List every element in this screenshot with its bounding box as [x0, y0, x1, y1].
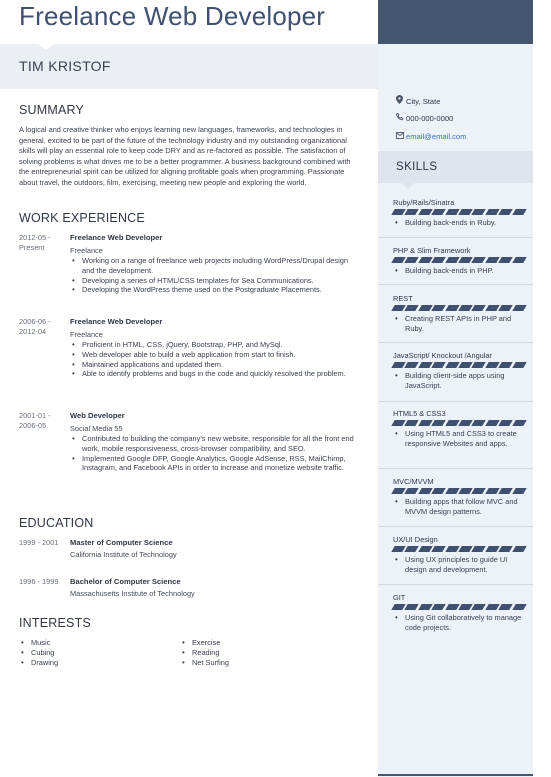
skill-bullet: • Using UX principles to guide UI design and development. — [393, 555, 525, 575]
skill-bullet: • Building client-side apps using JavaScript. — [393, 371, 525, 391]
skill-divider — [378, 342, 533, 343]
resume-title: Freelance Web Developer — [19, 1, 326, 31]
skill-meter-segment — [512, 420, 527, 426]
skill-meter — [393, 604, 525, 610]
email-link[interactable]: email@email.com — [406, 132, 467, 141]
skill-entry — [393, 294, 525, 334]
skill-name: JavaScript/ Knockout /Angular — [393, 351, 493, 360]
job-bullets — [70, 256, 362, 295]
job-title: Freelance Web Developer — [70, 233, 163, 242]
skill-meter — [393, 420, 525, 426]
skill-entry — [393, 246, 525, 276]
skill-bullets — [393, 613, 525, 633]
job-bullets — [70, 340, 362, 379]
interest-item: • Reading — [180, 648, 300, 658]
skill-divider — [378, 401, 533, 402]
skill-meter — [393, 257, 525, 263]
skill-bullets — [393, 429, 525, 449]
skill-meter — [393, 488, 525, 494]
skill-bullet: • Building apps that follow MVC and MVVM design patterns. — [393, 497, 525, 517]
skill-meter-segment — [512, 488, 527, 494]
job-dates: 2012-05 - Present — [19, 233, 51, 252]
job-dates: 2001-01 - 2006-05 — [19, 411, 51, 430]
phone-text: 000-000-0000 — [406, 114, 454, 123]
interest-item: • Exercise — [180, 638, 300, 648]
name-bar-notch — [38, 44, 54, 50]
work-experience-heading: WORK EXPERIENCE — [19, 211, 145, 225]
education-school: California Institute of Technology — [70, 550, 177, 559]
job-bullet: • Maintained applications and updated them. — [70, 360, 362, 370]
skill-bullets — [393, 497, 525, 517]
skill-bullets — [393, 555, 525, 575]
interests-heading: INTERESTS — [19, 616, 91, 630]
job-bullet: • Contributed to building the company's new website, responsible for all the front end work, mobile responsiveness, cross-browser compatibility, and SEO. — [70, 434, 362, 454]
skill-meter — [393, 209, 525, 215]
skill-name: PHP & Slim Framework — [393, 246, 471, 255]
job-bullet: • Proficient in HTML, CSS, jQuery, Bootstrap, PHP, and MySql. — [70, 340, 362, 350]
skill-bullet: • Creating REST APIs in PHP and Ruby. — [393, 314, 525, 334]
education-school: Massachusetts Institute of Technology — [70, 589, 195, 598]
skill-divider — [378, 237, 533, 238]
skill-meter-segment — [431, 209, 446, 215]
interests-list-right — [180, 638, 300, 667]
skill-meter-segment — [499, 257, 514, 263]
skill-meter — [393, 362, 525, 368]
skill-meter-segment — [431, 420, 446, 426]
skill-entry — [393, 351, 525, 391]
skill-meter-segment — [431, 488, 446, 494]
skill-name: UX/UI Design — [393, 535, 438, 544]
skill-name: HTML5 & CSS3 — [393, 409, 446, 418]
skill-name: MVC/MVVM — [393, 477, 434, 486]
interest-item: • Net Surfing — [180, 658, 300, 668]
skill-bullets — [393, 314, 525, 334]
job-bullet: • Able to identify problems and bugs in the code and quickly resolved the problem. — [70, 369, 362, 379]
job-title: Freelance Web Developer — [70, 317, 163, 326]
envelope-icon — [396, 132, 406, 141]
candidate-name: TIM KRISTOF — [19, 58, 111, 74]
skill-divider — [378, 284, 533, 285]
skill-entry — [393, 535, 525, 575]
skill-meter-segment — [431, 257, 446, 263]
skills-heading: SKILLS — [396, 161, 438, 173]
skill-meter-segment — [512, 209, 527, 215]
education-heading: EDUCATION — [19, 516, 94, 530]
skill-meter-segment — [512, 362, 527, 368]
job-company: Freelance — [70, 246, 103, 255]
interest-item: • Drawing — [19, 658, 139, 668]
skill-meter-segment — [499, 209, 514, 215]
education-degree: Master of Computer Science — [70, 538, 173, 547]
skill-meter-segment — [431, 546, 446, 552]
summary-heading: SUMMARY — [19, 103, 85, 117]
skill-name: GIT — [393, 593, 406, 602]
skill-meter-segment — [499, 362, 514, 368]
skill-meter — [393, 546, 525, 552]
skill-meter-segment — [431, 362, 446, 368]
job-bullet: • Working on a range of freelance web projects including WordPress/Drupal design and the development. — [70, 256, 362, 276]
skill-bullets — [393, 371, 525, 391]
interest-item: • Music — [19, 638, 139, 648]
job-title: Web Developer — [70, 411, 125, 420]
skills-heading-notch — [401, 183, 415, 189]
skill-divider — [378, 468, 533, 469]
skill-name: Ruby/Rails/Sinatra — [393, 198, 455, 207]
interests-list-left — [19, 638, 139, 667]
skill-meter-segment — [499, 420, 514, 426]
education-dates: 1996 - 1999 — [19, 577, 59, 586]
skill-entry — [393, 409, 525, 449]
skill-entry — [393, 477, 525, 517]
skill-meter-segment — [512, 546, 527, 552]
job-company: Social Media 55 — [70, 424, 123, 433]
skill-meter-segment — [499, 546, 514, 552]
footer-accent-line — [378, 774, 533, 776]
skill-meter-segment — [512, 604, 527, 610]
skill-meter-segment — [512, 257, 527, 263]
skill-meter — [393, 305, 525, 311]
skill-divider — [378, 526, 533, 527]
job-bullet: • Web developer able to build a web application from start to finish. — [70, 350, 362, 360]
skill-meter-segment — [431, 604, 446, 610]
header-accent-block — [378, 0, 533, 44]
interest-item: • Cubing — [19, 648, 139, 658]
contact-location — [396, 95, 440, 106]
skill-meter-segment — [499, 604, 514, 610]
job-dates: 2006-06 - 2012-04 — [19, 317, 51, 336]
skill-entry — [393, 593, 525, 633]
contact-email[interactable] — [396, 132, 466, 141]
skill-bullet: • Building back-ends in PHP. — [393, 266, 525, 276]
skill-meter-segment — [499, 305, 514, 311]
map-pin-icon — [396, 95, 406, 106]
education-dates: 1999 - 2001 — [19, 538, 59, 547]
contact-phone — [396, 113, 453, 123]
job-bullet: • Implemented Google DFP, Google Analytics, Google AdSense, RSS, MailChimp, Instagram, and Facebook APIs in order to increase and monetize website traffic. — [70, 454, 362, 474]
skill-bullets — [393, 266, 525, 276]
skill-bullet: • Building back-ends in Ruby. — [393, 218, 525, 228]
job-bullets — [70, 434, 362, 473]
sidebar-edge — [533, 44, 551, 777]
job-bullet: • Developing a series of HTML/CSS templates for Sea Communications. — [70, 276, 362, 286]
summary-text: A logical and creative thinker who enjoys learning new languages, frameworks, and technologies in general. excited to be part of the future of the technology industry and my outstanding organizational skills will play an essential role to keep code DRY and as re-factored as possible. The satisfaction of solving problems is what drives me to be a better programmer. A business background combined with the entrepreneurial spirit can be utilized for aligning profitable goals when programming. Passionate about travel, the outdoors, film, exercising, meeting new people and exploring the world. — [19, 125, 351, 187]
education-degree: Bachelor of Computer Science — [70, 577, 181, 586]
skill-meter-segment — [431, 305, 446, 311]
job-bullet: • Developing the WordPress theme used on the Postgraduate Placements. — [70, 285, 362, 295]
skill-divider — [378, 584, 533, 585]
skill-meter-segment — [512, 305, 527, 311]
skill-bullet: • Using Git collaboratively to manage code projects. — [393, 613, 525, 633]
location-text: City, State — [406, 97, 441, 106]
skill-bullets — [393, 218, 525, 228]
skill-entry — [393, 198, 525, 228]
job-company: Freelance — [70, 330, 103, 339]
skill-name: REST — [393, 294, 413, 303]
skill-meter-segment — [499, 488, 514, 494]
skill-bullet: • Using HTML5 and CSS3 to create responsive Websites and apps. — [393, 429, 525, 449]
phone-icon — [396, 113, 406, 123]
